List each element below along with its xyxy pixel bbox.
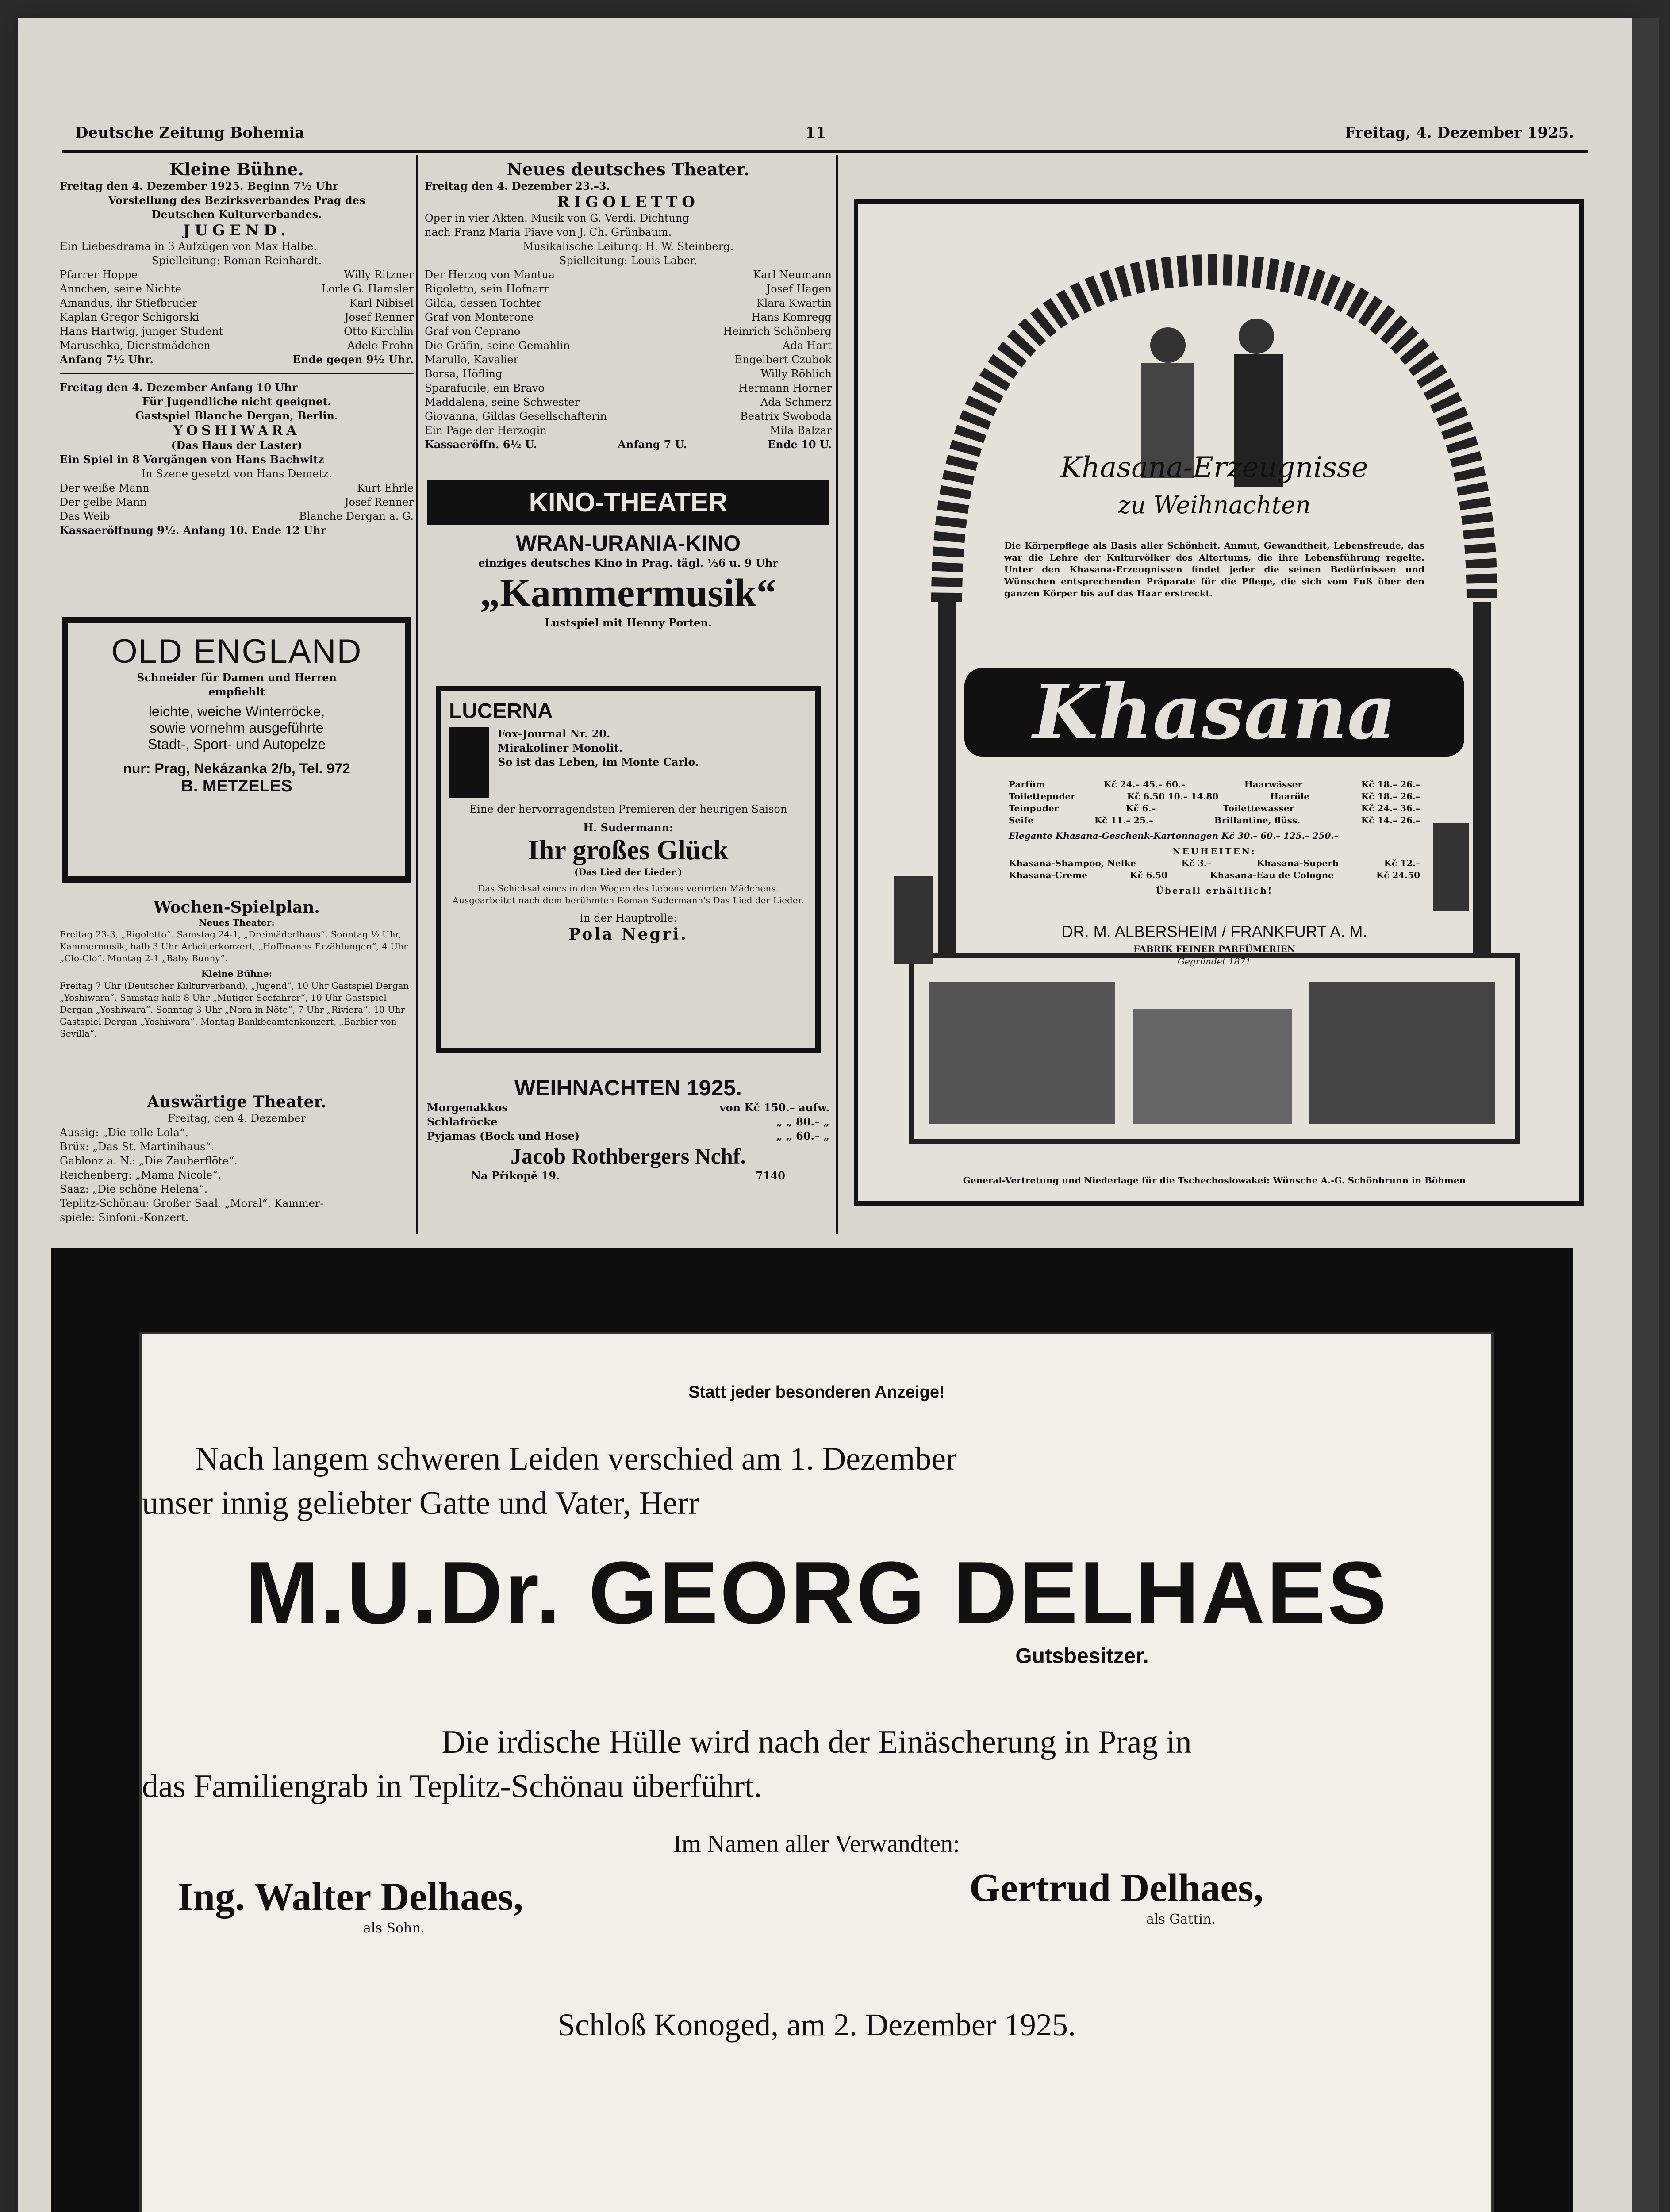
role: Der Herzog von Mantua	[425, 269, 555, 281]
old-england-ad	[62, 617, 411, 883]
availability: Überall erhältlich!	[1156, 885, 1273, 896]
role: Sparafucile, ein Bravo	[425, 382, 545, 394]
page-number: 11	[805, 124, 826, 142]
relatives-heading: Im Namen aller Verwandten:	[673, 1830, 960, 1858]
item-name: Morgenakkos	[427, 1101, 508, 1114]
lamp-icon	[449, 727, 489, 798]
role: Marullo, Kavalier	[425, 353, 519, 366]
actor: Willy Ritzner	[344, 269, 414, 281]
ad-footer: General-Vertretung und Niederlage für die Tschechoslowakei: Wünsche A.-G. Schönbrunn in Böhmen	[963, 1175, 1466, 1186]
external-theaters	[60, 1093, 414, 1225]
actor: Kurt Ehrle	[357, 482, 414, 494]
ad-body: Die Körperpflege als Basis aller Schönheit. Anmut, Gewandtheit, Lebensfreude, das war die Lehre der Kulturvölker des Altertums, die ihre Lebensführung regelte. Unter den Khasana-Erzeugnissen findet jeder die seinen Bedürfnissen und Wünschen entsprechenden Präparate für die Pflege, die sich vom Fuß über den ganzen Körper bis auf das Haar erstreckt.	[1004, 540, 1424, 599]
actor: Klara Kwartin	[756, 297, 832, 309]
role: Kaplan Gregor Schigorski	[60, 311, 200, 323]
ad-line: Schneider für Damen und Herren	[137, 671, 337, 684]
listing-line: Oper in vier Akten. Musik von G. Verdi. Dichtung	[425, 212, 689, 224]
subsection-title: Kleine Bühne:	[201, 968, 273, 979]
actor: Mila Balzar	[770, 424, 832, 437]
weekly-schedule	[60, 898, 414, 1040]
product-price: Kč 6.–	[1125, 803, 1156, 814]
actor: Engelbert Czubok	[734, 353, 832, 366]
role: Die Gräfin, seine Gemahlin	[425, 339, 570, 352]
actor: Hermann Horner	[738, 382, 832, 394]
role-heading: In der Hauptrolle:	[579, 912, 677, 924]
play-subtitle: Ein Liebesdrama in 3 Aufzügen von Max Halbe.	[60, 240, 317, 253]
wife-name: Gertrud Delhaes,	[969, 1866, 1263, 1910]
item-price: „ „ 60.– „	[776, 1129, 829, 1142]
son-role: als Sohn.	[363, 1920, 425, 1936]
product-name: Haaröle	[1270, 791, 1310, 802]
section-title: Auswärtige Theater.	[147, 1093, 326, 1111]
neues-theater-listing	[425, 159, 832, 452]
actor: Josef Hagen	[766, 283, 832, 295]
actor: Blanche Dergan a. G.	[299, 510, 414, 522]
product-price: Kč 6.50	[1129, 870, 1168, 880]
product-name: Khasana-Eau de Cologne	[1210, 870, 1334, 880]
kino-banner: KINO-THEATER	[427, 480, 829, 525]
product-price: Kč 18.– 26.–	[1361, 779, 1420, 790]
film-subtitle: (Das Lied der Lieder.)	[574, 867, 682, 877]
header-rule	[62, 150, 1588, 153]
ad-address: nur: Prag, Nekázanka 2/b, Tel. 972	[123, 760, 350, 776]
cinema-name: WRAN-URANIA-KINO	[515, 531, 741, 556]
end-time: Ende 10 U.	[768, 438, 832, 451]
program-line: Mirakoliner Monolit.	[498, 741, 623, 754]
ad-subheading: zu Weihnachten	[1118, 491, 1311, 519]
notice-line: Die irdische Hülle wird nach der Einäscherung in Prag in	[441, 1724, 1192, 1760]
newspaper-name: Deutsche Zeitung Bohemia	[75, 124, 305, 142]
listing-line: Für Jugendliche nicht geeignet.	[142, 395, 331, 408]
notice-line: das Familiengrab in Teplitz-Schönau überführt.	[142, 1768, 762, 1805]
theater-line: Saaz: „Die schöne Helena“.	[60, 1183, 208, 1195]
newspaper-page	[18, 18, 1632, 2212]
lucerna-ad	[436, 686, 821, 1053]
listing-line: Kassaeröffnung 9½. Anfang 10. Ende 12 Uhr	[60, 524, 326, 537]
gift-line: Elegante Khasana-Geschenk-Kartonnagen Kč 30.– 60.– 125.– 250.–	[1009, 830, 1339, 841]
role: Borsa, Höfling	[425, 368, 503, 380]
product-name: Khasana-Creme	[1009, 870, 1087, 880]
listing-line: Musikalische Leitung: H. W. Steinberg.	[522, 240, 734, 253]
theater-line: spiele: Sinfoni.-Konzert.	[60, 1211, 189, 1224]
deceased-title: Gutsbesitzer.	[1015, 1644, 1149, 1668]
role: Das Weib	[60, 510, 110, 522]
brand-logo: Khasana	[964, 668, 1464, 757]
product-price: Kč 3.–	[1181, 858, 1211, 868]
role: Pfarrer Hoppe	[60, 269, 138, 281]
subsection-title: Neues Theater:	[199, 917, 275, 928]
wife-role: als Gattin.	[1146, 1912, 1216, 1927]
death-notice-frame	[51, 1248, 1573, 2212]
actor: Karl Nibisel	[349, 297, 414, 309]
cinema-line: einziges deutsches Kino in Prag. tägl. ½6 u. 9 Uhr	[478, 557, 778, 569]
end-time: Ende gegen 9½ Uhr.	[292, 353, 414, 366]
schedule-text: Freitag 23-3, „Rigoletto“. Samstag 24-1, „Dreimäderlhaus“. Sonntag ½ Uhr, Kammermusik, halb 3 Uhr Arbeiterkonzert, „Hoffmanns Erzählungen“, 4 Uhr „Clo-Clo“. Montag 2-1 „Baby Bunny“.	[60, 929, 408, 964]
role: Rigoletto, sein Hofnarr	[425, 283, 549, 295]
notice-top: Statt jeder besonderen Anzeige!	[688, 1383, 945, 1402]
ad-line: empfiehlt	[208, 685, 265, 698]
actor: Hans Komregg	[751, 311, 832, 323]
film-desc: Ausgearbeitet nach dem berühmten Roman Sudermann's Das Lied der Lieder.	[452, 895, 804, 906]
product-name: Toilettepuder	[1009, 791, 1075, 802]
ad-owner: B. METZELES	[181, 777, 292, 795]
item-name: Schlafröcke	[427, 1115, 498, 1128]
kleine-buehne-listing	[60, 159, 414, 538]
schedule-date: Freitag, den 4. Dezember	[168, 1112, 306, 1125]
product-price: Kč 11.– 25.–	[1094, 815, 1153, 826]
deceased-name: M.U.Dr. GEORG DELHAES	[245, 1544, 1389, 1642]
product-price: Kč 18.– 26.–	[1361, 791, 1420, 802]
film-title: „Kammermusik“	[480, 571, 776, 615]
theater-line: Reichenberg: „Mama Nicole“.	[60, 1169, 221, 1181]
role: Giovanna, Gildas Gesellschafterin	[425, 410, 607, 422]
firm-name: Jacob Rothbergers Nchf.	[511, 1144, 746, 1168]
listing-line: (Das Haus der Laster)	[171, 439, 303, 452]
play-direction: Spielleitung: Roman Reinhardt.	[151, 254, 322, 267]
listing-line: nach Franz Maria Piave von J. Ch. Grünbaum.	[425, 226, 672, 238]
product-name: Brillantine, flüss.	[1214, 815, 1301, 826]
product-name: Khasana-Superb	[1256, 858, 1339, 868]
role: Graf von Ceprano	[425, 325, 521, 338]
company-sub: FABRIK FEINER PARFÜMERIEN	[1133, 944, 1295, 954]
listing-line: Ein Spiel in 8 Vorgängen von Hans Bachwitz	[60, 453, 324, 466]
ad-line: leichte, weiche Winterröcke,	[148, 703, 325, 719]
film-subtitle: Lustspiel mit Henny Porten.	[544, 616, 712, 629]
role: Amandus, ihr Stiefbruder	[60, 297, 197, 309]
product-price: Kč 24.50	[1376, 870, 1420, 880]
actor: Willy Röhlich	[760, 368, 832, 380]
notice-line: unser innig geliebter Gatte und Vater, Herr	[142, 1485, 699, 1521]
product-name: Teinpuder	[1009, 803, 1059, 814]
section-title: Neues deutsches Theater.	[507, 159, 750, 179]
play-title: YOSHIWARA	[173, 423, 300, 438]
listing-line: Freitag den 4. Dezember 1925. Beginn 7½ Uhr	[60, 180, 338, 192]
firm-address: Na Příkopě 19.	[471, 1169, 560, 1182]
weihnachten-ad	[427, 1075, 829, 1183]
actor: Lorle G. Hamsler	[321, 283, 414, 295]
role: Ein Page der Herzogin	[425, 424, 547, 437]
listing-line: Freitag den 4. Dezember 23.–3.	[425, 180, 610, 192]
actor: Josef Renner	[345, 311, 414, 323]
company-name: DR. M. ALBERSHEIM / FRANKFURT A. M.	[1061, 922, 1367, 941]
product-name: Seife	[1009, 815, 1034, 826]
theater-line: Teplitz-Schönau: Großer Saal. „Moral“. Kammer-	[60, 1197, 324, 1210]
listing-line: Spielleitung: Louis Laber.	[559, 254, 698, 267]
premiere-note: Eine der hervorragendsten Premieren der heurigen Saison	[469, 803, 787, 815]
opera-title: RIGOLETTO	[557, 193, 699, 211]
listing-line: Vorstellung des Bezirksverbandes Prag des	[108, 194, 365, 207]
khasana-ad	[854, 199, 1584, 1206]
role: Maruschka, Dienstmädchen	[60, 339, 211, 352]
theater-line: Aussig: „Die tolle Lola“.	[60, 1126, 188, 1139]
box-office-time: Kassaeröffn. 6½ U.	[425, 438, 537, 451]
program-line: Fox-Journal Nr. 20.	[498, 727, 610, 740]
actor: Beatrix Swoboda	[740, 410, 832, 422]
news-heading: NEUHEITEN:	[1172, 846, 1256, 856]
ad-line: sowie vornehm ausgeführte	[150, 720, 324, 736]
notice-line: Nach langem schweren Leiden verschied am 1. Dezember	[195, 1441, 957, 1477]
film-author: H. Sudermann:	[583, 821, 673, 834]
item-price: von Kč 150.– aufw.	[719, 1101, 829, 1114]
role: Annchen, seine Nichte	[60, 283, 181, 295]
listing-line: Gastspiel Blanche Dergan, Berlin.	[135, 409, 338, 422]
listing-line: Deutschen Kulturverbandes.	[151, 208, 322, 221]
cast-list	[60, 268, 414, 353]
actor: Heinrich Schönberg	[723, 325, 832, 338]
product-price: Kč 24.– 45.– 60.–	[1104, 779, 1186, 790]
product-name: Haarwässer	[1244, 779, 1303, 790]
item-price: „ „ 80.– „	[776, 1115, 829, 1128]
section-title: Wochen-Spielplan.	[154, 898, 320, 917]
product-name: Toilettewasser	[1223, 803, 1294, 814]
program-line: So ist das Leben, im Monte Carlo.	[498, 756, 699, 768]
star-name: Pola Negri.	[568, 925, 688, 944]
item-name: Pyjamas (Bock und Hose)	[427, 1129, 580, 1142]
section-title: Kleine Bühne.	[169, 159, 304, 179]
ad-line: Stadt-, Sport- und Autopelze	[147, 736, 326, 752]
product-list	[1009, 779, 1420, 897]
role: Gilda, dessen Tochter	[425, 297, 541, 309]
listing-line: In Szene gesetzt von Hans Demetz.	[141, 468, 332, 480]
ad-code: 7140	[756, 1169, 785, 1182]
start-time: Anfang 7 U.	[618, 438, 687, 451]
ad-heading: Khasana-Erzeugnisse	[1060, 451, 1368, 484]
column-divider	[416, 155, 418, 1234]
column-divider	[836, 155, 838, 1234]
role: Der weiße Mann	[60, 482, 150, 494]
schedule-text: Freitag 7 Uhr (Deutscher Kulturverband), „Jugend“, 10 Uhr Gastspiel Dergan „Yoshiwara“. Samstag halb 8 Uhr „Mutiger Seefahrer“, 10 Uhr Gastspiel Dergan „Yoshiwara“. Sonntag 3 Uhr „Nora in Nöte“, 7 Uhr „Riviera“, 10 Uhr Gastspiel Dergan „Yoshiwara“. Montag Bankbeamtenkonzert, „Barbier von Sevilla“.	[60, 980, 409, 1039]
product-price: Kč 6.50 10.– 14.80	[1127, 791, 1219, 802]
role: Maddalena, seine Schwester	[425, 396, 580, 408]
actor: Adele Frohn	[347, 339, 414, 352]
role: Graf von Monterone	[425, 311, 534, 323]
actor: Ada Schmerz	[760, 396, 832, 408]
ad-title: OLD ENGLAND	[111, 633, 362, 670]
product-name: Khasana-Shampoo, Nelke	[1009, 858, 1136, 868]
play-title: JUGEND.	[183, 222, 290, 239]
kino-ad	[427, 480, 829, 668]
start-time: Anfang 7½ Uhr.	[60, 353, 154, 366]
film-desc: Das Schicksal eines in den Wogen des Lebens verirrten Mädchens.	[478, 883, 779, 894]
role: Hans Hartwig, junger Student	[60, 325, 223, 338]
actor: Otto Kirchlin	[344, 325, 414, 338]
issue-date: Freitag, 4. Dezember 1925.	[1345, 124, 1574, 142]
company-founded: Gegründet 1871	[1178, 956, 1251, 967]
role: Der gelbe Mann	[60, 496, 147, 508]
listing-line: Freitag den 4. Dezember Anfang 10 Uhr	[60, 381, 298, 394]
product-name: Parfüm	[1009, 779, 1045, 790]
film-title: Ihr großes Glück	[528, 835, 729, 865]
actor: Ada Hart	[783, 339, 832, 352]
product-price: Kč 24.– 36.–	[1361, 803, 1420, 814]
theater-line: Gablonz a. N.: „Die Zauberflöte“.	[60, 1155, 238, 1167]
place-date: Schloß Konoged, am 2. Dezember 1925.	[557, 2007, 1076, 2043]
actor: Josef Renner	[345, 496, 414, 508]
ad-title: WEIHNACHTEN 1925.	[514, 1075, 742, 1100]
death-notice	[139, 1332, 1494, 2212]
product-price: Kč 14.– 26.–	[1361, 815, 1420, 826]
theater-line: Brüx: „Das St. Martinihaus“.	[60, 1141, 215, 1153]
product-price: Kč 12.–	[1384, 858, 1420, 868]
cinema-name: LUCERNA	[449, 699, 553, 723]
actor: Karl Neumann	[753, 269, 832, 281]
son-name: Ing. Walter Delhaes,	[177, 1875, 523, 1919]
